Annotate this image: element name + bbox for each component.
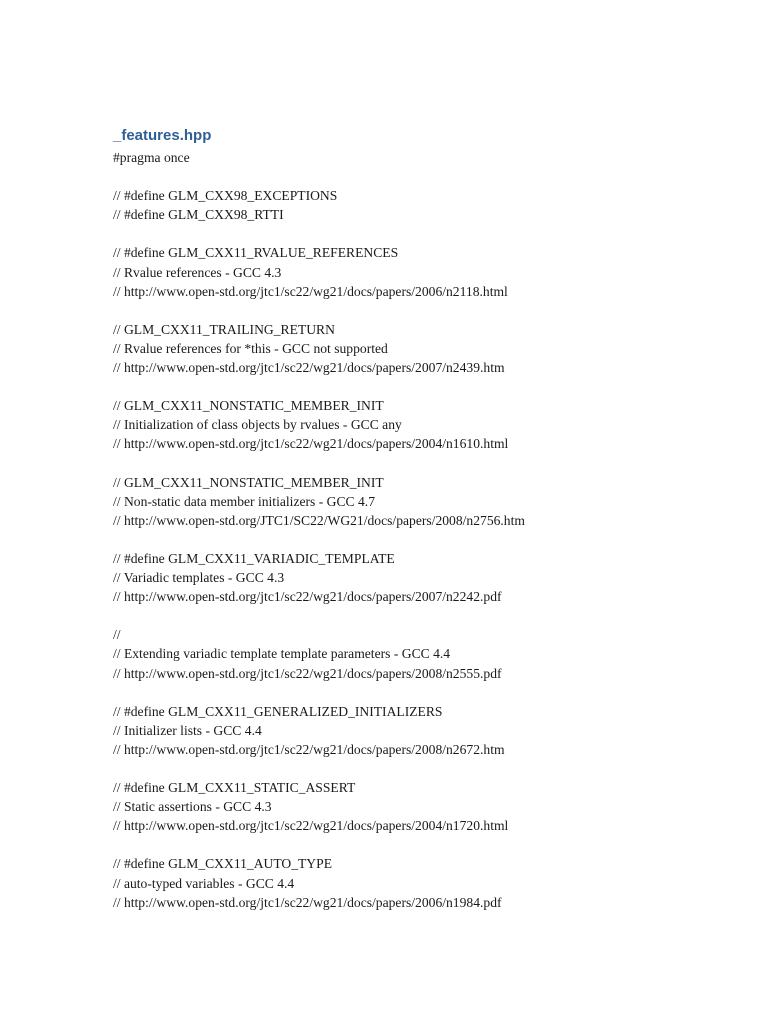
blank-line	[113, 301, 733, 320]
blank-line	[113, 606, 733, 625]
blank-line	[113, 835, 733, 854]
text-line: //	[113, 627, 121, 643]
text-line: // http://www.open-std.org/JTC1/SC22/WG21/docs/papers/2008/n2756.htm	[113, 512, 525, 528]
text-line: // http://www.open-std.org/jtc1/sc22/wg21/docs/papers/2007/n2439.htm	[113, 360, 505, 376]
text-line: // http://www.open-std.org/jtc1/sc22/wg21/docs/papers/2008/n2555.pdf	[113, 665, 502, 681]
text-line: // Initialization of class objects by rvalues - GCC any	[113, 417, 402, 433]
blank-line	[113, 683, 733, 702]
text-line: // http://www.open-std.org/jtc1/sc22/wg21/docs/papers/2007/n2242.pdf	[113, 589, 502, 605]
text-line: // http://www.open-std.org/jtc1/sc22/wg21/docs/papers/2008/n2672.htm	[113, 741, 505, 757]
text-line: #pragma once	[113, 150, 190, 165]
blank-line	[113, 377, 733, 396]
document-page	[113, 124, 733, 912]
text-line: // Initializer lists - GCC 4.4	[113, 722, 262, 738]
text-line: // #define GLM_CXX11_GENERALIZED_INITIALIZERS	[113, 703, 443, 719]
blank-line	[113, 759, 733, 778]
text-line: // Extending variadic template template parameters - GCC 4.4	[113, 646, 451, 662]
text-line: // Non-static data member initializers - GCC 4.7	[113, 493, 375, 509]
blank-line	[113, 454, 733, 473]
text-line: // #define GLM_CXX98_RTTI	[113, 207, 284, 223]
text-line: // GLM_CXX11_NONSTATIC_MEMBER_INIT	[113, 474, 384, 490]
blank-line	[113, 530, 733, 549]
text-line: // GLM_CXX11_TRAILING_RETURN	[113, 321, 335, 337]
text-line: // #define GLM_CXX11_STATIC_ASSERT	[113, 780, 356, 796]
blank-line	[113, 224, 733, 243]
text-line: // auto-typed variables - GCC 4.4	[113, 875, 295, 891]
text-line: // GLM_CXX11_NONSTATIC_MEMBER_INIT	[113, 398, 384, 414]
text-line: // #define GLM_CXX11_RVALUE_REFERENCES	[113, 245, 399, 261]
document-title: _features.hpp	[113, 127, 212, 144]
text-line: // Variadic templates - GCC 4.3	[113, 570, 285, 586]
text-line: // Rvalue references - GCC 4.3	[113, 264, 282, 280]
text-line: // Rvalue references for *this - GCC not supported	[113, 340, 388, 356]
text-line: // http://www.open-std.org/jtc1/sc22/wg21/docs/papers/2006/n2118.html	[113, 283, 508, 299]
text-line: // http://www.open-std.org/jtc1/sc22/wg21/docs/papers/2004/n1720.html	[113, 818, 509, 834]
document-body	[113, 148, 733, 912]
text-line: // #define GLM_CXX11_VARIADIC_TEMPLATE	[113, 550, 395, 566]
text-line: // #define GLM_CXX11_AUTO_TYPE	[113, 856, 332, 872]
text-line: // http://www.open-std.org/jtc1/sc22/wg21/docs/papers/2004/n1610.html	[113, 436, 509, 452]
text-line: // Static assertions - GCC 4.3	[113, 799, 272, 815]
blank-line	[113, 167, 733, 186]
text-line: // #define GLM_CXX98_EXCEPTIONS	[113, 188, 338, 204]
text-line: // http://www.open-std.org/jtc1/sc22/wg21/docs/papers/2006/n1984.pdf	[113, 894, 502, 910]
